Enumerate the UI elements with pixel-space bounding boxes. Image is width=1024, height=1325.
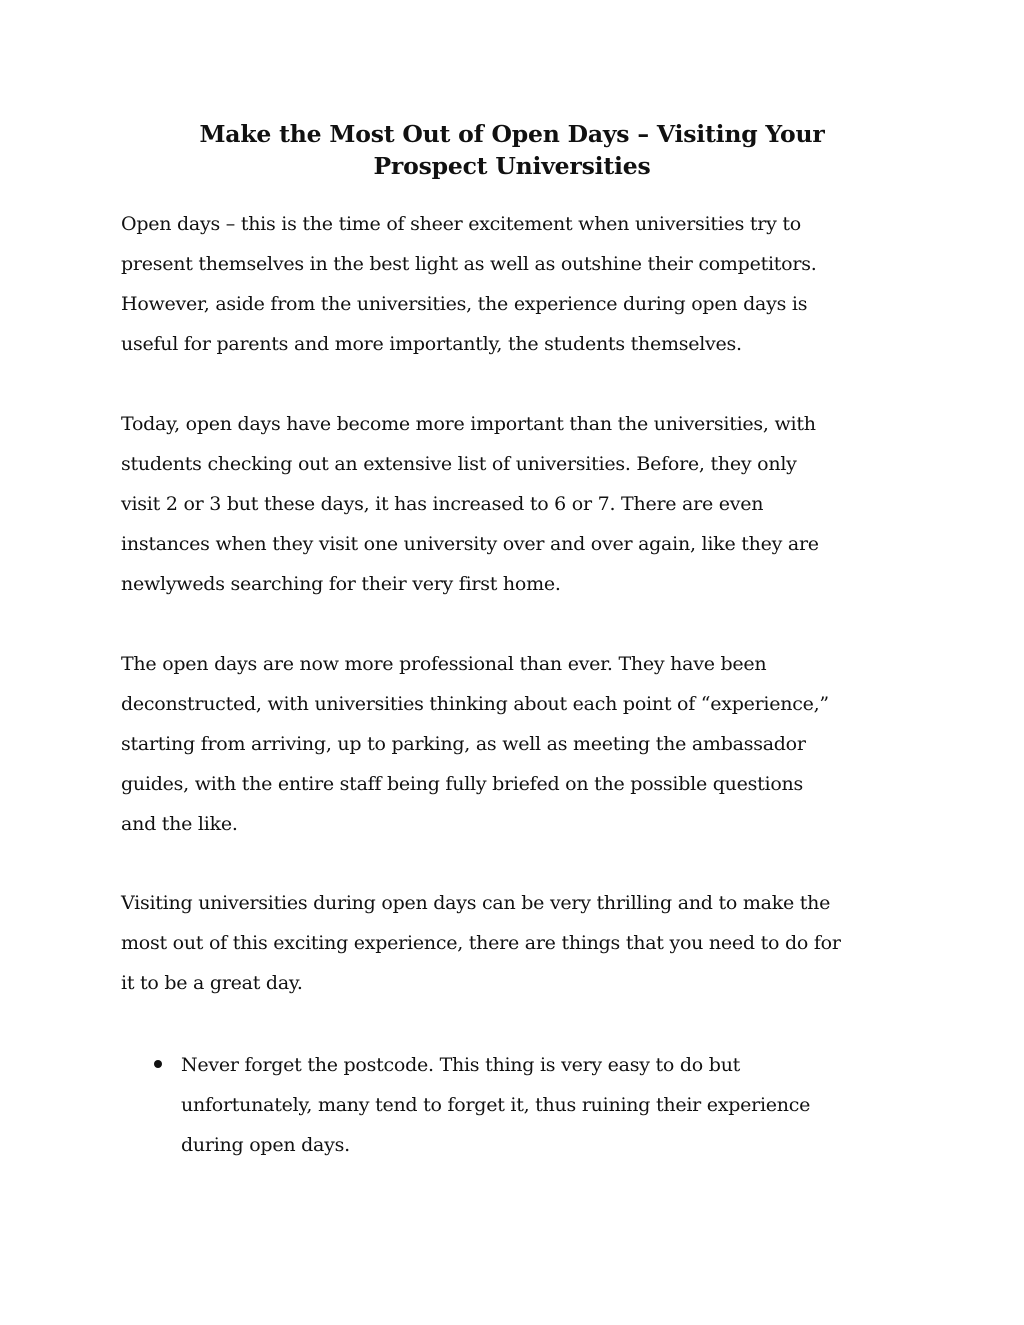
title-line: Prospect Universities — [373, 152, 651, 180]
paragraph-today — [121, 404, 921, 604]
text-line: instances when they visit one university over and over again, like they are — [121, 533, 819, 555]
paragraph-intro — [121, 204, 921, 364]
text-line: starting from arriving, up to parking, as well as meeting the ambassador — [121, 733, 806, 755]
title-line: Make the Most Out of Open Days – Visiting Your — [199, 120, 825, 148]
text-line: useful for parents and more importantly, the students themselves. — [121, 333, 742, 355]
text-line: Today, open days have become more important than the universities, with — [121, 413, 816, 435]
text-line: newlyweds searching for their very first home. — [121, 573, 561, 595]
tips-list — [121, 1045, 921, 1165]
text-line: and the like. — [121, 813, 238, 835]
text-line: guides, with the entire staff being fully briefed on the possible questions — [121, 773, 804, 795]
text-line: during open days. — [181, 1134, 350, 1156]
text-line: Open days – this is the time of sheer excitement when universities try to — [121, 213, 801, 235]
text-line: most out of this exciting experience, there are things that you need to do for — [121, 932, 841, 954]
text-line: unfortunately, many tend to forget it, thus ruining their experience — [181, 1094, 811, 1116]
document-title — [150, 118, 874, 182]
text-line: present themselves in the best light as well as outshine their competitors. — [121, 253, 817, 275]
text-line: students checking out an extensive list of universities. Before, they only — [121, 453, 797, 475]
text-line: However, aside from the universities, the experience during open days is — [121, 293, 808, 315]
paragraph-professional — [121, 644, 921, 844]
text-line: Visiting universities during open days can be very thrilling and to make the — [121, 892, 831, 914]
list-item — [121, 1045, 921, 1165]
text-line: it to be a great day. — [121, 972, 303, 994]
text-line: deconstructed, with universities thinking about each point of “experience,” — [121, 693, 829, 715]
text-line: Never forget the postcode. This thing is very easy to do but — [181, 1054, 741, 1076]
text-line: The open days are now more professional than ever. They have been — [121, 653, 767, 675]
text-line: visit 2 or 3 but these days, it has increased to 6 or 7. There are even — [121, 493, 764, 515]
bullet-icon — [154, 1060, 162, 1068]
paragraph-visiting — [121, 883, 921, 1003]
